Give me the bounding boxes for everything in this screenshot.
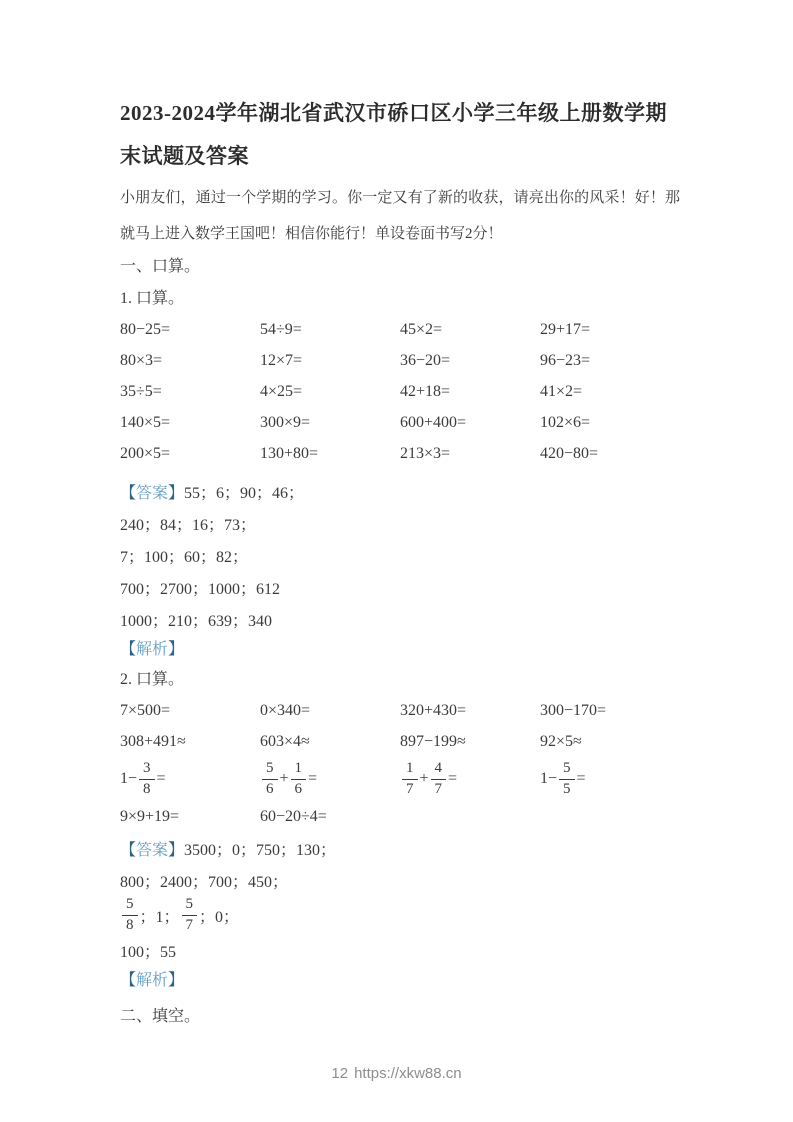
q1-problem-row — [120, 345, 680, 376]
intro-paragraph: 小朋友们，通过一个学期的学习。你一定又有了新的收获，请亮出你的风采！好！那就马上进入数学王国吧！相信你能行！单设卷面书写2分！ — [120, 190, 680, 242]
problem-cell: 130+80= — [260, 444, 319, 462]
fraction — [182, 896, 198, 934]
q2-answer-line: 100；55 — [120, 943, 177, 961]
problem-cell: 12×7= — [260, 351, 303, 369]
problem-cell: 603×4≈ — [260, 732, 310, 750]
fraction — [291, 760, 307, 798]
q1-problem-row — [120, 376, 680, 407]
problem-cell — [540, 801, 680, 832]
q1-answer-line: 【 答案 】 55；6；90；46； — [120, 475, 680, 507]
problem-cell: 7×500= — [120, 701, 171, 719]
q1-problem-row — [120, 314, 680, 345]
q1-problem-grid — [120, 314, 680, 469]
q2-answer-block — [120, 832, 680, 966]
question-2-heading: 2. 口算。 — [120, 671, 185, 688]
q1-answer-line: 700；2700；1000；612 — [120, 580, 281, 598]
problem-cell: 35÷5= — [120, 382, 162, 400]
page-title: 2023-2024学年湖北省武汉市硚口区小学三年级上册数学期末试题及答案 — [120, 101, 667, 168]
problem-cell: 897−199≈ — [400, 732, 466, 750]
problem-cell: 45×2= — [400, 320, 443, 338]
problem-cell: 29+17= — [540, 320, 591, 338]
problem-cell: 60−20÷4= — [260, 807, 327, 825]
fraction-numerator: 1 — [406, 760, 414, 777]
q2-problem-grid — [120, 695, 680, 832]
fraction — [139, 760, 155, 798]
fraction-denominator: 5 — [559, 779, 575, 798]
fraction-denominator: 7 — [402, 779, 418, 798]
problem-cell: 42+18= — [400, 382, 451, 400]
fraction — [559, 760, 575, 798]
fraction-denominator: 6 — [291, 779, 307, 798]
fraction-denominator: 6 — [262, 779, 278, 798]
right-bracket: 】 — [168, 841, 185, 859]
fraction-numerator: 4 — [434, 760, 443, 777]
problem-cell: 213×3= — [400, 444, 451, 462]
problem-cell: 80×3= — [120, 351, 163, 369]
problem-cell: 200×5= — [120, 444, 171, 462]
problem-cell: 1− $\frac{5}{5}$ = — [540, 760, 586, 797]
q1-answer-block — [120, 475, 680, 635]
problem-cell: 92×5≈ — [540, 732, 582, 750]
fraction — [402, 760, 418, 798]
q2-problem-row — [120, 726, 680, 757]
fraction-numerator: 1 — [294, 760, 303, 777]
problem-cell: 308+491≈ — [120, 732, 186, 750]
fraction-denominator: 7 — [431, 779, 447, 798]
problem-cell: $\frac{5}{6}$ + $\frac{1}{6}$ = — [260, 757, 400, 801]
q2-answer-line: $\frac{5}{8}$ ；1； $\frac{5}{7}$ ；0； — [120, 896, 680, 934]
question-1-heading: 1. 口算。 — [120, 290, 185, 307]
q2-answer-line: 【 答案 】 3500；0；750；130； — [120, 832, 680, 864]
problem-cell: 36−20= — [400, 351, 451, 369]
analysis-label-text: 解析 — [136, 641, 169, 658]
problem-cell: 41×2= — [540, 382, 583, 400]
problem-cell: 300−170= — [540, 701, 607, 719]
fraction — [431, 760, 447, 798]
page-footer — [0, 1065, 793, 1082]
problem-cell: 80−25= — [120, 320, 171, 338]
fraction-numerator: 5 — [563, 760, 571, 777]
problem-cell: 300×9= — [260, 413, 311, 431]
fraction — [262, 760, 278, 798]
fraction-denominator: 7 — [182, 915, 198, 934]
right-bracket: 】 — [168, 484, 185, 502]
analysis-label-text: 解析 — [136, 972, 169, 989]
section-2-heading: 二、填空。 — [120, 1008, 201, 1025]
q1-problem-row — [120, 438, 680, 469]
q1-analysis-label — [120, 635, 680, 665]
problem-cell: 0×340= — [260, 701, 311, 719]
fraction-numerator: 5 — [266, 760, 274, 777]
q2-problem-row — [120, 801, 680, 832]
problem-cell: 320+430= — [400, 701, 467, 719]
problem-cell: 102×6= — [540, 413, 591, 431]
q2-problem-row — [120, 695, 680, 726]
problem-cell: 54÷9= — [260, 320, 302, 338]
left-bracket: 【 — [120, 641, 137, 658]
fraction-numerator: 3 — [143, 760, 151, 777]
q2-analysis-label — [120, 966, 680, 996]
fraction-numerator: 5 — [126, 896, 134, 913]
q1-problem-row — [120, 407, 680, 438]
problem-cell: 1− $\frac{3}{8}$ = — [120, 760, 166, 797]
footer-site-link: https://xkw88.cn — [354, 1065, 462, 1082]
fraction-numerator: 5 — [185, 896, 194, 913]
q2-problem-row — [120, 757, 680, 801]
problem-cell: 9×9+19= — [120, 807, 180, 825]
problem-cell: 140×5= — [120, 413, 171, 431]
problem-cell: 96−23= — [540, 351, 591, 369]
section-1-heading: 一、口算。 — [120, 258, 201, 275]
document-content — [120, 0, 680, 1032]
right-bracket: 】 — [168, 641, 185, 658]
q2-answer-line: 800；2400；700；450； — [120, 873, 289, 891]
problem-cell: 4×25= — [260, 382, 303, 400]
fraction-denominator: 8 — [139, 779, 155, 798]
fraction — [122, 896, 138, 934]
q1-answer-line: 1000；210；639；340 — [120, 612, 273, 630]
left-bracket: 【 — [120, 972, 137, 989]
right-bracket: 】 — [168, 972, 185, 989]
q1-answer-line: 240；84；16；73； — [120, 516, 257, 534]
fraction-denominator: 8 — [122, 915, 138, 934]
problem-cell: 600+400= — [400, 413, 467, 431]
problem-cell: 420−80= — [540, 444, 599, 462]
q1-answer-line: 7；100；60；82； — [120, 548, 249, 566]
problem-cell — [400, 801, 540, 832]
left-bracket: 【 — [120, 484, 137, 502]
answer-label-text: 答案 — [136, 484, 169, 502]
problem-cell: $\frac{1}{7}$ + $\frac{4}{7}$ = — [400, 757, 540, 801]
left-bracket: 【 — [120, 841, 137, 859]
footer-page-number: 12 — [331, 1065, 349, 1082]
answer-label-text: 答案 — [136, 841, 169, 859]
